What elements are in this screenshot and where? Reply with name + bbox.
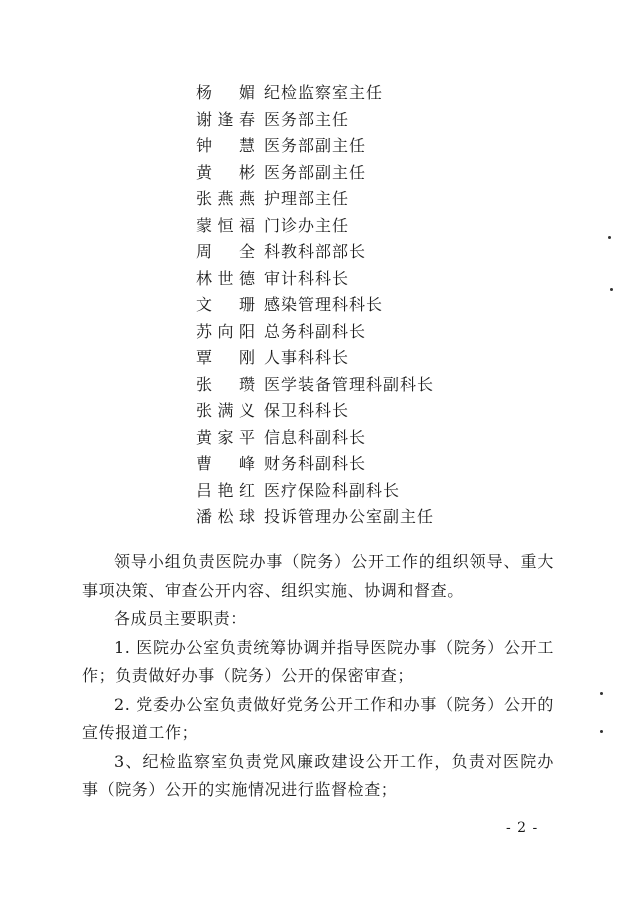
member-name: 黄 彬 [196, 162, 256, 182]
member-role: 护理部主任 [264, 189, 350, 208]
paragraph-duty-discipline-office: 3、纪检监察室负责党风廉政建设公开工作，负责对医院办事（院务）公开的实施情况进行监督检查； [82, 751, 554, 799]
member-role: 人事科科长 [264, 348, 350, 367]
member-row [196, 107, 434, 134]
member-role: 信息科副科长 [264, 427, 367, 447]
member-row [196, 398, 434, 425]
member-name: 曹 峰 [196, 454, 256, 473]
scan-speck [600, 730, 603, 733]
paragraph-leadership-duty: 领导小组负责医院办事（院务）公开工作的组织领导、重大事项决策、审查公开内容、组织实施、协调和督查。 [82, 552, 554, 600]
member-row [196, 504, 434, 531]
member-role: 感染管理科科长 [264, 295, 384, 314]
member-role: 医务部副主任 [264, 162, 367, 182]
member-row [196, 186, 434, 213]
member-row [196, 160, 434, 187]
member-row [196, 213, 434, 240]
member-role: 审计科科长 [264, 268, 350, 288]
member-name: 吕艳红 [196, 480, 256, 500]
member-row [196, 345, 434, 372]
member-name: 谢逢春 [196, 109, 256, 129]
member-row [196, 80, 434, 107]
member-role: 保卫科科长 [264, 401, 350, 420]
member-role: 投诉管理办公室副主任 [264, 507, 435, 526]
member-name: 张燕燕 [196, 189, 256, 208]
member-row [196, 451, 434, 478]
scan-speck [610, 288, 613, 291]
member-row [196, 266, 434, 293]
member-role: 财务科副科长 [264, 454, 367, 473]
member-role: 医疗保险科副科长 [264, 480, 401, 500]
member-name: 蒙恒福 [196, 215, 256, 235]
paragraph-duty-hospital-office: 1. 医院办公室负责统筹协调并指导医院办事（院务）公开工作；负责做好办事（院务）公开的保密审查； [82, 637, 554, 685]
page-number: - 2 - [506, 820, 539, 836]
member-name: 覃 刚 [196, 348, 256, 367]
paragraph-member-duties-heading: 各成员主要职责： [114, 609, 247, 628]
member-row [196, 292, 434, 319]
member-row [196, 478, 434, 505]
member-role: 医学装备管理科副科长 [264, 374, 435, 394]
paragraph-duty-party-office: 2. 党委办公室负责做好党务公开工作和办事（院务）公开的宣传报道工作； [82, 694, 554, 742]
member-name: 周 全 [196, 242, 256, 261]
member-row [196, 372, 434, 399]
member-name: 潘松球 [196, 507, 256, 526]
member-name: 黄家平 [196, 427, 256, 447]
member-row [196, 425, 434, 452]
member-role: 总务科副科长 [264, 321, 367, 341]
member-role: 医务部副主任 [264, 136, 367, 155]
member-role: 门诊办主任 [264, 215, 350, 235]
member-role: 医务部主任 [264, 109, 350, 129]
member-role: 科教科部部长 [264, 242, 367, 261]
member-name: 钟 慧 [196, 136, 256, 155]
member-name: 杨 媚 [196, 83, 256, 102]
scan-speck [608, 236, 611, 239]
member-row [196, 239, 434, 266]
body-text [82, 548, 554, 805]
scan-speck [600, 692, 603, 695]
member-name: 苏向阳 [196, 321, 256, 341]
member-name: 张 瓒 [196, 374, 256, 394]
member-role: 纪检监察室主任 [264, 83, 384, 102]
member-name: 文 珊 [196, 295, 256, 314]
member-row [196, 319, 434, 346]
member-list [196, 80, 434, 531]
member-name: 张满义 [196, 401, 256, 420]
member-row [196, 133, 434, 160]
member-name: 林世德 [196, 268, 256, 288]
